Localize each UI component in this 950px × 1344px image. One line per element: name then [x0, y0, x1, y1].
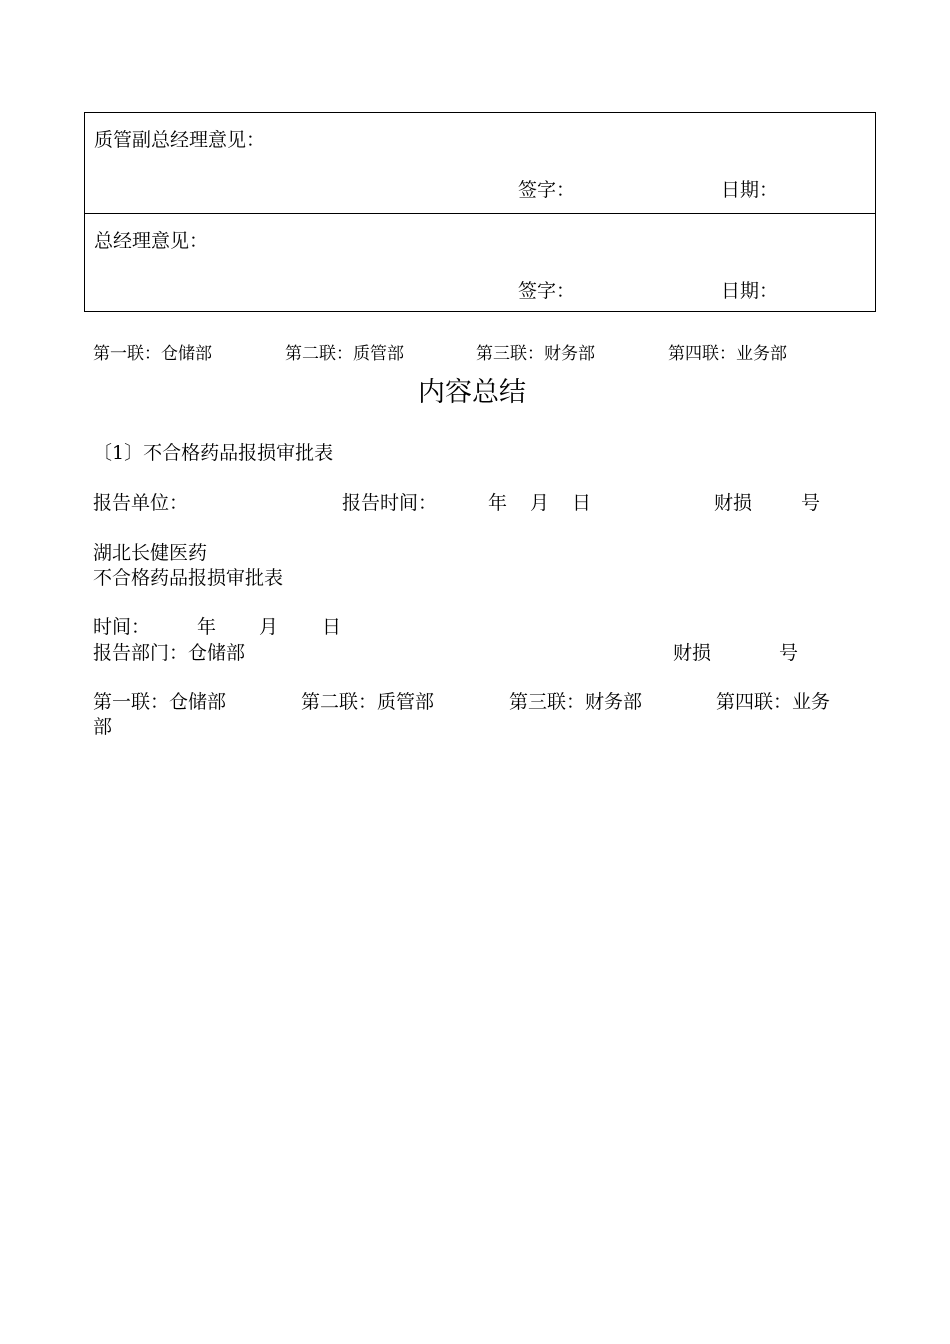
gm-opinion-label: 总经理意见：: [94, 230, 209, 252]
summary-title: 内容总结: [418, 377, 526, 408]
report-time-label: 报告时间：: [342, 492, 438, 514]
copy-2-label: 第二联：质管部: [285, 344, 404, 364]
qa-deputy-gm-opinion-label: 质管副总经理意见：: [94, 129, 266, 151]
copy-1-label: 第一联：仓储部: [93, 691, 227, 713]
approval-table: [84, 112, 876, 312]
copy-2-label: 第二联：质管部: [301, 691, 435, 713]
finance-loss-label: 财损: [714, 492, 753, 514]
date-label: 日期：: [721, 280, 779, 302]
signature-label: 签字：: [518, 179, 576, 201]
copy-4-label: 第四联：业务部: [668, 344, 787, 364]
year-label: 年: [488, 492, 508, 514]
copy-3-label: 第三联：财务部: [509, 691, 643, 713]
qa-deputy-gm-opinion-row: [85, 113, 875, 213]
signature-label: 签字：: [518, 280, 576, 302]
gm-opinion-row: [85, 213, 875, 313]
number-label: 号: [779, 642, 799, 664]
year-label: 年: [197, 616, 217, 638]
copy-3-label: 第三联：财务部: [476, 344, 595, 364]
report-unit-label: 报告单位：: [93, 492, 189, 514]
report-dept-label: 报告部门：仓储部: [93, 642, 246, 664]
copy-4-wrap: 部: [93, 716, 113, 738]
form-title: 不合格药品报损审批表: [93, 567, 284, 589]
day-label: 日: [322, 616, 342, 638]
section-heading: 〔1〕不合格药品报损审批表: [93, 442, 334, 464]
month-label: 月: [259, 616, 279, 638]
time-label: 时间：: [93, 616, 151, 638]
finance-loss-label: 财损: [673, 642, 712, 664]
date-label: 日期：: [721, 179, 779, 201]
month-label: 月: [530, 492, 550, 514]
copy-4-label: 第四联：业务: [716, 691, 831, 713]
number-label: 号: [801, 492, 821, 514]
company-name: 湖北长健医药: [93, 542, 208, 564]
day-label: 日: [572, 492, 592, 514]
copy-1-label: 第一联：仓储部: [93, 344, 212, 364]
